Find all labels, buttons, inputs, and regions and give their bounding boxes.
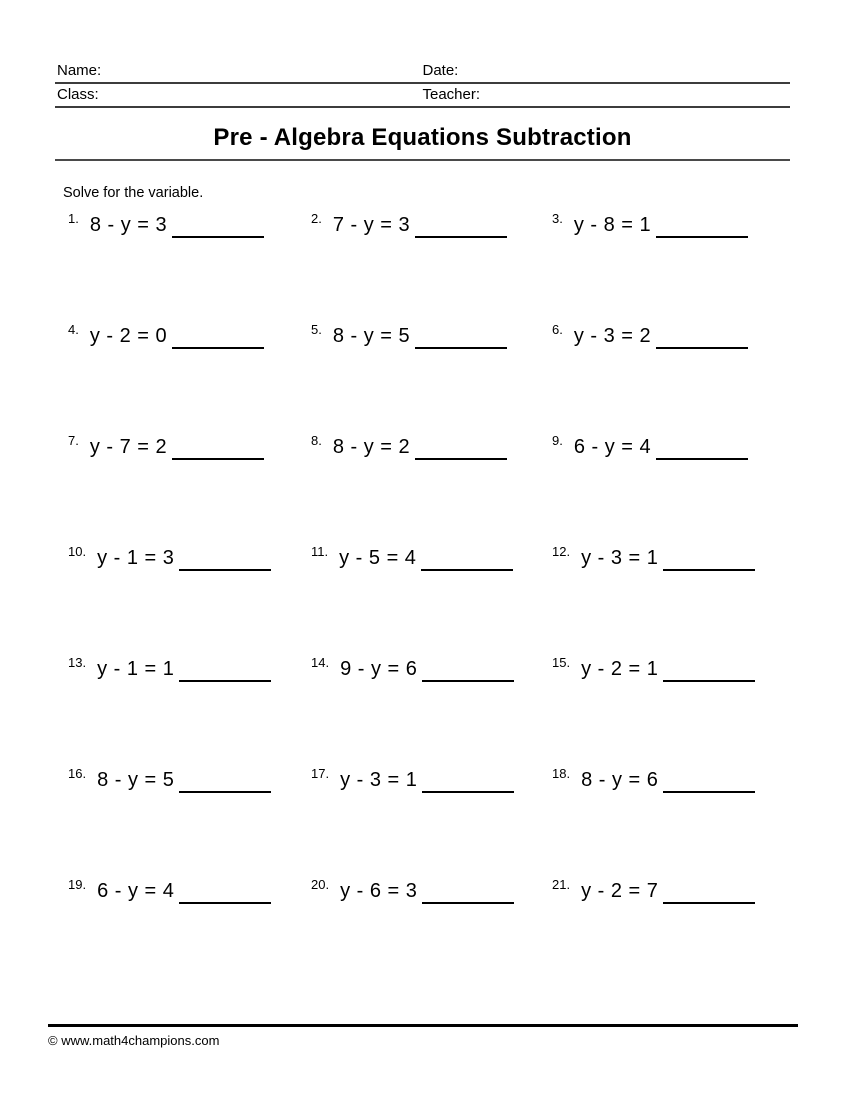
answer-blank xyxy=(415,347,507,349)
problem-item xyxy=(311,655,552,766)
name-label: Name: xyxy=(57,62,102,79)
problem-item xyxy=(311,433,552,544)
answer-blank xyxy=(172,236,264,238)
problem-number: 3. xyxy=(552,211,563,226)
answer-blank xyxy=(179,569,271,571)
problem-number: 10. xyxy=(68,544,87,559)
problem-equation: 6 - y = 4 xyxy=(573,436,652,458)
instructions-text: Solve for the variable. xyxy=(63,185,204,201)
problem-equation: y - 2 = 0 xyxy=(89,325,168,347)
problem-item xyxy=(311,877,552,988)
answer-blank xyxy=(421,569,513,571)
problem-number: 15. xyxy=(552,655,571,670)
problem-item xyxy=(68,766,311,877)
problem-number: 16. xyxy=(68,766,87,781)
answer-blank xyxy=(422,902,514,904)
problem-equation: 8 - y = 6 xyxy=(581,769,659,791)
problem-equation: 8 - y = 2 xyxy=(332,436,411,458)
problem-item xyxy=(311,544,552,655)
answer-blank xyxy=(656,236,748,238)
problem-equation: y - 3 = 1 xyxy=(581,547,659,569)
problem-equation: y - 6 = 3 xyxy=(340,880,418,902)
answer-blank xyxy=(179,791,271,793)
problem-number: 19. xyxy=(68,877,87,892)
problem-number: 13. xyxy=(68,655,87,670)
problem-number: 6. xyxy=(552,322,563,337)
answer-blank xyxy=(663,569,755,571)
date-label: Date: xyxy=(422,62,459,79)
problem-equation: 7 - y = 3 xyxy=(332,214,411,236)
problem-equation: y - 5 = 4 xyxy=(339,547,417,569)
answer-blank xyxy=(172,458,264,460)
answer-blank xyxy=(415,458,507,460)
problem-number: 2. xyxy=(311,211,322,226)
answer-blank xyxy=(656,347,748,349)
problem-item xyxy=(552,877,790,988)
problem-item xyxy=(68,544,311,655)
problem-item xyxy=(68,211,311,322)
problem-equation: 8 - y = 5 xyxy=(97,769,175,791)
page-title: Pre - Algebra Equations Subtraction xyxy=(55,124,790,161)
problem-item xyxy=(311,766,552,877)
teacher-label: Teacher: xyxy=(422,86,481,103)
problem-equation: y - 3 = 1 xyxy=(340,769,418,791)
problem-number: 7. xyxy=(68,433,79,448)
problem-equation: y - 7 = 2 xyxy=(89,436,168,458)
problem-number: 14. xyxy=(311,655,330,670)
problem-number: 20. xyxy=(311,877,330,892)
answer-blank xyxy=(415,236,507,238)
problem-item xyxy=(552,322,790,433)
problem-item xyxy=(552,766,790,877)
problem-number: 18. xyxy=(552,766,571,781)
header-row-class-teacher xyxy=(55,84,790,108)
copyright-text: © www.math4champions.com xyxy=(48,1033,220,1048)
answer-blank xyxy=(172,347,264,349)
problem-equation: 6 - y = 4 xyxy=(97,880,175,902)
answer-blank xyxy=(422,791,514,793)
problem-number: 21. xyxy=(552,877,571,892)
problem-item xyxy=(311,211,552,322)
problem-number: 9. xyxy=(552,433,563,448)
problem-number: 5. xyxy=(311,322,322,337)
answer-blank xyxy=(179,902,271,904)
problem-number: 12. xyxy=(552,544,571,559)
footer xyxy=(48,1024,798,1048)
answer-blank xyxy=(663,680,755,682)
problem-item xyxy=(68,322,311,433)
problem-number: 11. xyxy=(311,544,329,559)
answer-blank xyxy=(422,680,514,682)
problem-equation: y - 2 = 7 xyxy=(581,880,659,902)
problem-equation: y - 8 = 1 xyxy=(573,214,652,236)
problems-grid xyxy=(68,211,790,988)
problem-equation: 8 - y = 5 xyxy=(332,325,411,347)
problem-equation: 8 - y = 3 xyxy=(89,214,168,236)
problem-equation: y - 3 = 2 xyxy=(573,325,652,347)
answer-blank xyxy=(663,791,755,793)
problem-number: 1. xyxy=(68,211,79,226)
class-label: Class: xyxy=(57,86,99,103)
problem-number: 8. xyxy=(311,433,322,448)
problem-equation: 9 - y = 6 xyxy=(340,658,418,680)
problem-item xyxy=(68,877,311,988)
problem-equation: y - 2 = 1 xyxy=(581,658,659,680)
problem-item xyxy=(68,433,311,544)
answer-blank xyxy=(663,902,755,904)
problem-equation: y - 1 = 1 xyxy=(97,658,175,680)
problem-number: 4. xyxy=(68,322,79,337)
problem-item xyxy=(552,655,790,766)
problem-item xyxy=(552,433,790,544)
problem-item xyxy=(552,544,790,655)
answer-blank xyxy=(179,680,271,682)
header-row-name-date xyxy=(55,60,790,84)
problem-number: 17. xyxy=(311,766,330,781)
problem-equation: y - 1 = 3 xyxy=(97,547,175,569)
problem-item xyxy=(68,655,311,766)
answer-blank xyxy=(656,458,748,460)
problem-item xyxy=(552,211,790,322)
problem-item xyxy=(311,322,552,433)
